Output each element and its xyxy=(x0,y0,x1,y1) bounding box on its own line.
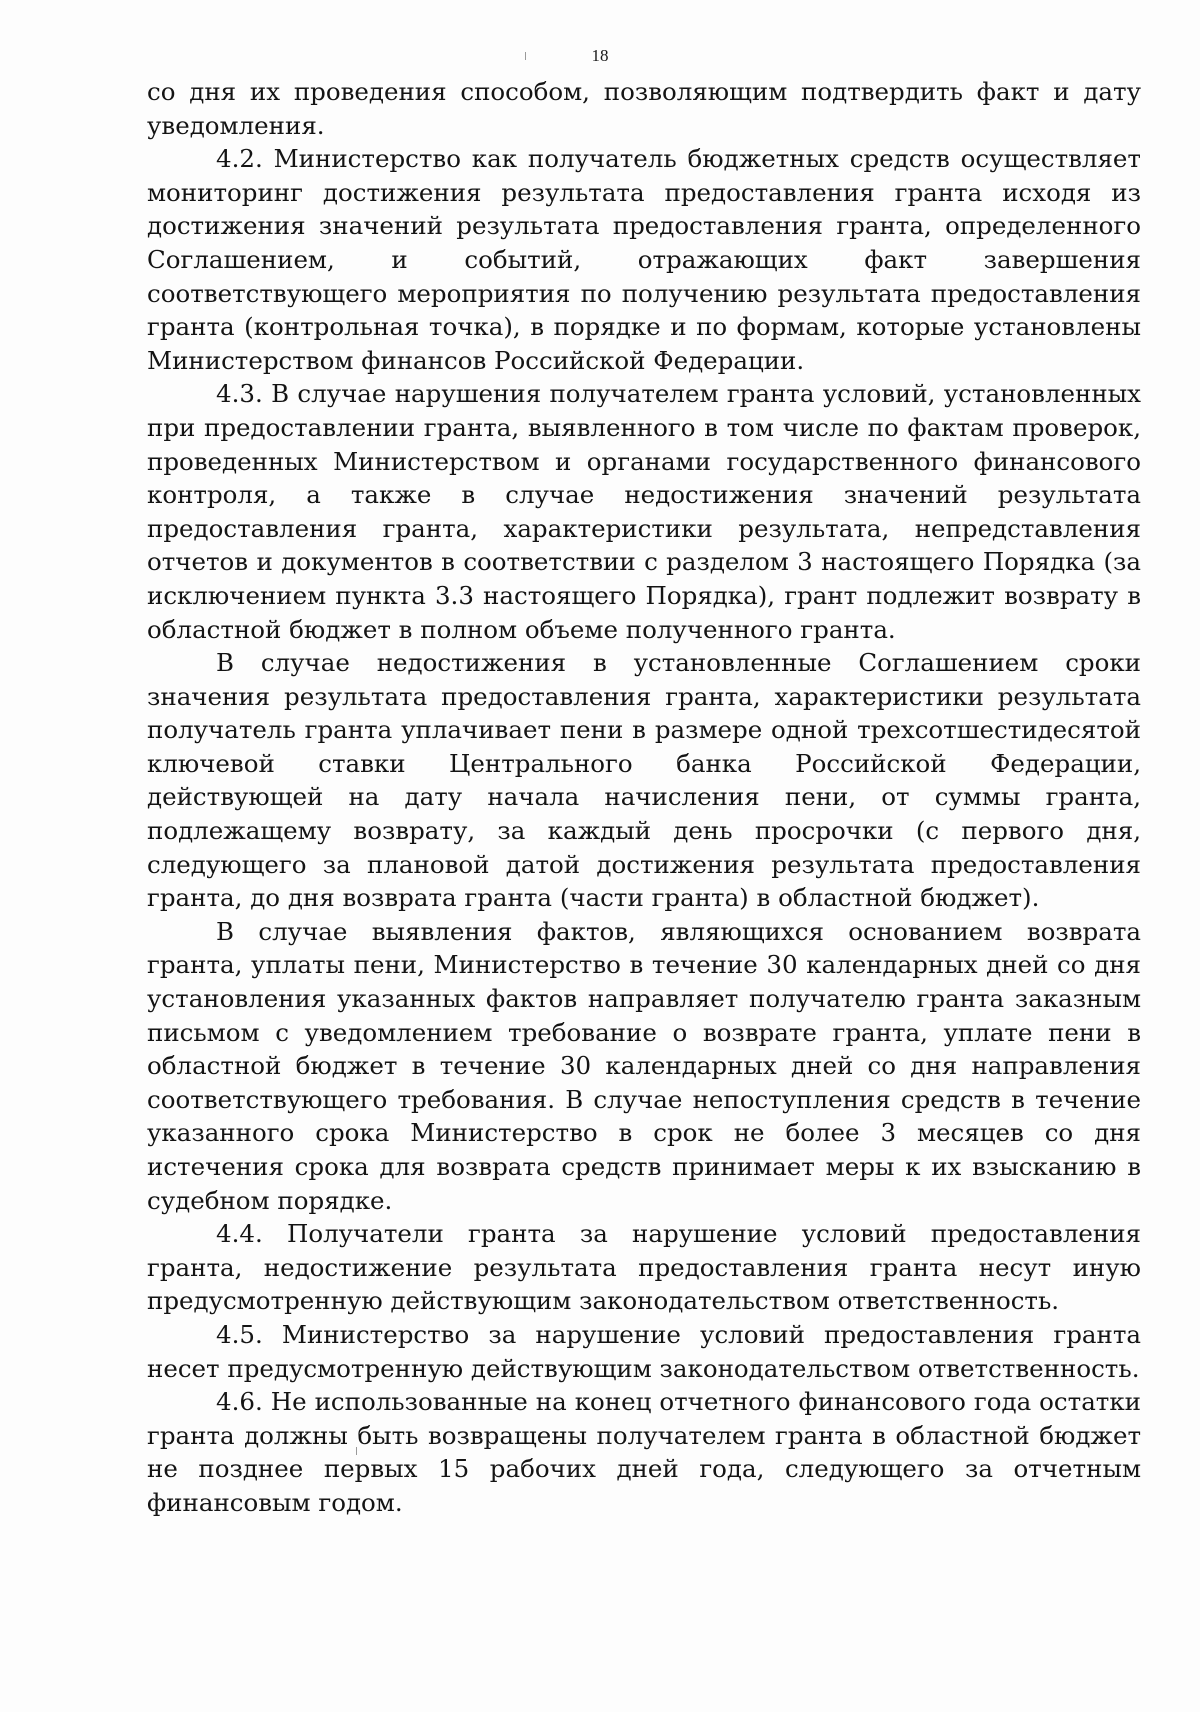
paragraph-penalty: В случае недостижения в установленные Соглашением сроки значения результата предоставления гранта, характеристики результата получатель гранта уплачивает пени в размере одной трехсотшестидесятой ключевой ставки Центрального банка Российской Федерации, действующей на дату начала начисления пени, от суммы гранта, подлежащему возврату, за каждый день просрочки (с первого дня, следующего за плановой датой достижения результата предоставления гранта, до дня возврата гранта (части гранта) в областной бюджет). xyxy=(147,648,1141,913)
paragraph-4-2: 4.2. Министерство как получатель бюджетных средств осуществляет мониторинг достижения результата предоставления гранта исходя из достижения значений результата предоставления гранта, определенного Соглашением, и событий, отражающих факт завершения соответствующего мероприятия по получению результата предоставления гранта (контрольная точка), в порядке и по формам, которые установлены Министерством финансов Российской Федерации. xyxy=(147,144,1141,375)
paragraph-continuation: со дня их проведения способом, позволяющим подтвердить факт и дату уведомления. xyxy=(147,77,1141,140)
paragraph-4-6: 4.6. Не использованные на конец отчетного финансового года остатки гранта должны быть возвращены получателем гранта в областной бюджет не позднее первых 15 рабочих дней года, следующего за отчетным финансовым годом. xyxy=(147,1387,1141,1517)
page-number: 18 xyxy=(591,46,609,65)
paragraph-refund-procedure: В случае выявления фактов, являющихся основанием возврата гранта, уплаты пени, Министерство в течение 30 календарных дней со дня установления указанных фактов направляет получателю гранта заказным письмом с уведомлением требование о возврате гранта, уплате пени в областной бюджет в течение 30 календарных дней со дня направления соответствующего требования. В случае непоступления средств в течение указанного срока Министерство в срок не более 3 месяцев со дня истечения срока для возврата средств принимает меры к их взысканию в судебном порядке. xyxy=(147,916,1141,1215)
paragraph-4-3: 4.3. В случае нарушения получателем гранта условий, установленных при предоставлении гранта, выявленного в том числе по фактам проверок, проведенных Министерством и органами государственного финансового контроля, а также в случае недостижения значений результата предоставления гранта, характеристики результата, непредставления отчетов и документов в соответствии с разделом 3 настоящего Порядка (за исключением пункта 3.3 настоящего Порядка), грант подлежит возврату в областной бюджет в полном объеме полученного гранта. xyxy=(147,379,1141,644)
paragraph-4-5: 4.5. Министерство за нарушение условий предоставления гранта несет предусмотренную действующим законодательством ответственность. xyxy=(147,1319,1141,1383)
paragraph-4-4: 4.4. Получатели гранта за нарушение условий предоставления гранта, недостижение результата предоставления гранта несут иную предусмотренную действующим законодательством ответственность. xyxy=(147,1219,1141,1316)
document-body xyxy=(147,75,1141,1520)
